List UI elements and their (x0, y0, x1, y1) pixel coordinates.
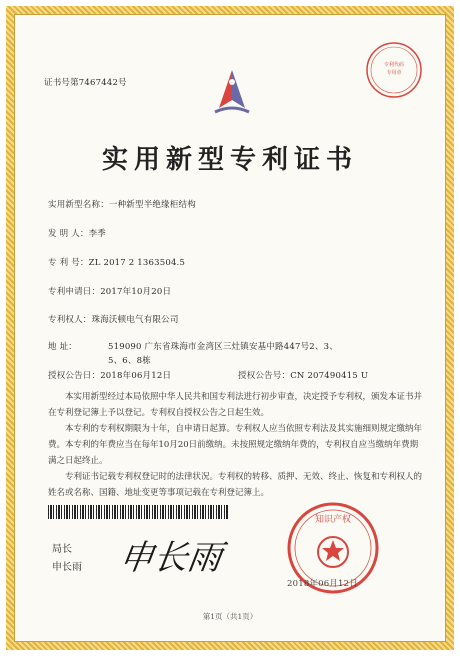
patentee-label: 专利权人： (48, 315, 92, 325)
director-signature: 申长雨 (116, 538, 225, 578)
paragraph-grant: 本实用新型经过本局依照中华人民共和国专利法进行初步审查，决定授予专利权，颁发本证书并在专利登记簿上予以登记。专利权自授权公告之日起生效。 (48, 392, 423, 418)
svg-text:知识产权: 知识产权 (314, 515, 352, 525)
field-filing-date (48, 285, 171, 297)
field-utility-name (48, 198, 196, 210)
cnipa-logo-icon (205, 68, 259, 118)
inventor-value: 李季 (88, 229, 107, 239)
field-patent-number (48, 256, 185, 268)
svg-text:专用章: 专用章 (386, 70, 402, 76)
barcode (48, 505, 228, 519)
field-inventor (48, 227, 106, 239)
patentee-value: 珠海沃顿电气有限公司 (91, 315, 179, 325)
field-grant-number (238, 369, 368, 381)
corner-stamp-seal (364, 40, 424, 100)
grant-date-value: 2018年06月12日 (100, 371, 172, 381)
grant-no-value: CN 207490415 U (290, 371, 369, 381)
patent-no-value: ZL 2017 2 1363504.5 (88, 258, 186, 268)
paragraph-term: 本专利的专利权期限为十年，自申请日起算。专利权人应当依照专利法及其实施细则规定缴纳年费。本专利的年费应当在每年10月20日前缴纳。未按照规定缴纳年费的，专利权自应当缴纳年费期满之日起终止。 (48, 424, 423, 466)
field-patentee (48, 313, 179, 325)
address-label: 地 址： (48, 342, 78, 352)
certificate-number: 证书号第7467442号 (44, 78, 127, 88)
patent-no-label: 专 利 号： (48, 258, 89, 268)
paragraph-record: 专利证书记载专利权登记时的法律状况。专利权的转移、质押、无效、终止、恢复和专利权人的姓名或名称、国籍、地址变更等事项记载在专利登记簿上。 (48, 472, 423, 498)
seal-date: 2018年06月12日 (287, 579, 358, 589)
page-footer: 第1页（共1页） (202, 612, 258, 621)
grant-date-label: 授权公告日： (48, 371, 101, 381)
page-title: 实用新型专利证书 (101, 145, 358, 175)
director-title: 局长 (52, 544, 72, 555)
inventor-label: 发 明 人： (48, 229, 89, 239)
address-line-1: 519090 广东省珠海市金湾区三灶镇安基中路447号2、3、 (108, 342, 338, 352)
svg-text:专利代码: 专利代码 (383, 62, 405, 68)
name-value: 一种新型半绝缘柜结构 (108, 200, 196, 210)
address-line-2: 5、6、8栋 (108, 356, 151, 366)
filing-date-value: 2017年10月20日 (100, 287, 172, 297)
filing-date-label: 专利申请日： (48, 287, 101, 297)
name-label: 实用新型名称： (48, 200, 109, 210)
field-grant-date (48, 369, 171, 381)
director-name: 申长雨 (52, 562, 82, 573)
grant-no-label: 授权公告号： (238, 371, 291, 381)
